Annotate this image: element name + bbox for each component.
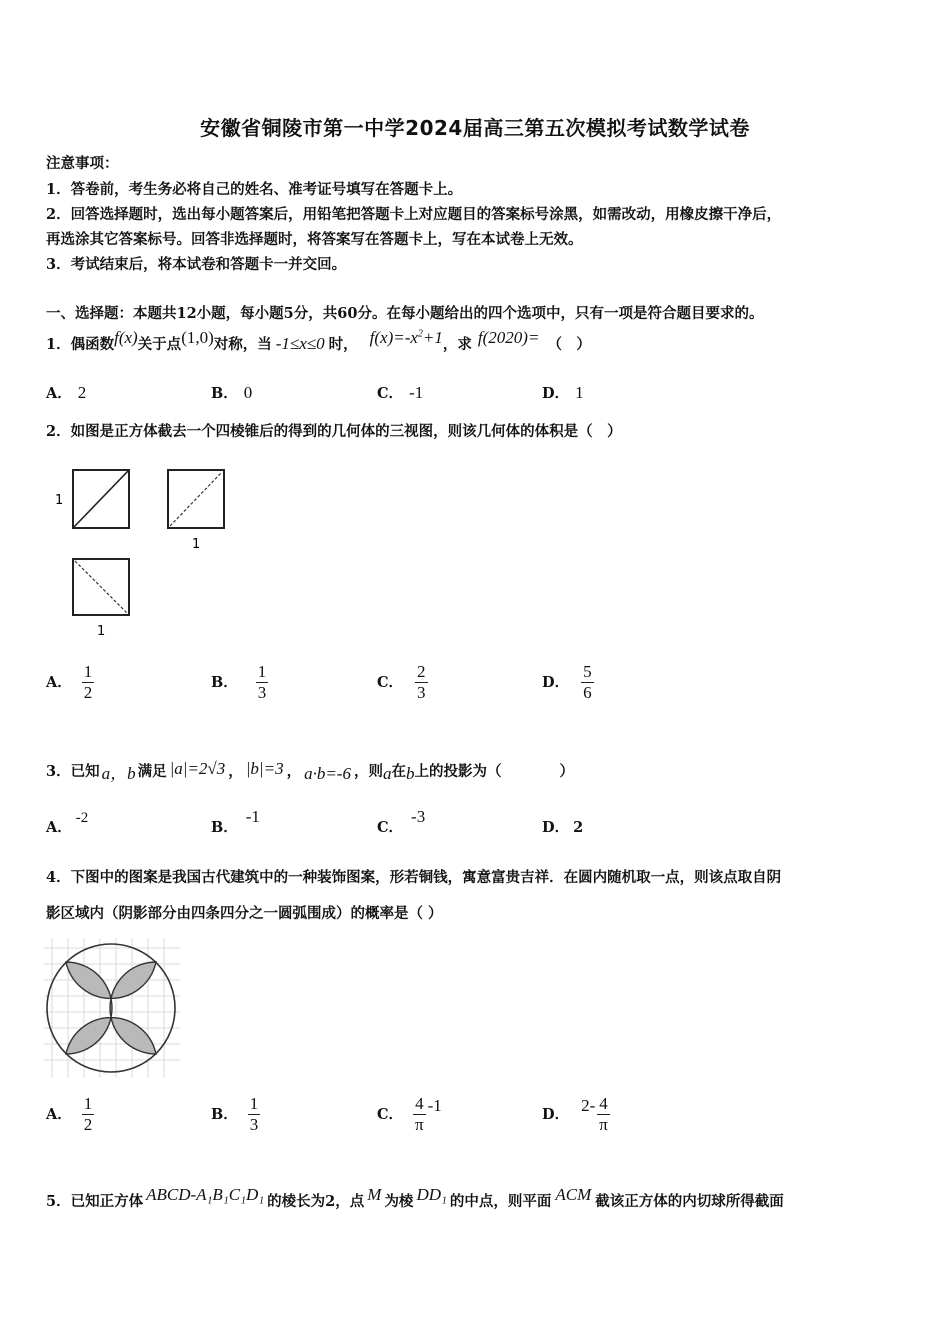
question-4-line-1: 4．下图中的图案是我国古代建筑中的一种装饰图案，形若铜钱，寓意富贵吉祥．在圆内随机取一点，则该点取自阴 [46,869,782,886]
q1-text-3: 时， [328,336,358,353]
numerator: 4 [597,1094,610,1115]
option-label: C． [377,674,404,691]
option-label: B． [211,819,238,836]
q4-option-c[interactable] [377,1094,442,1135]
note-item-2: 2．回答选择题时，选出每小题答案后，用铅笔把答题卡上对应题目的答案标号涂黑，如需改动，用橡皮擦干净后， [46,206,782,223]
q3-option-b[interactable] [211,806,260,836]
q3-norm-a: |a|=2√3 [169,759,226,778]
q3-option-a[interactable] [46,806,89,836]
option-fraction [256,662,269,703]
option-value: 2 [573,819,584,836]
q3-dot-product: a·b=-6 [304,764,351,783]
q3-vector-b: b [405,764,415,783]
q1-option-c[interactable] [377,382,423,403]
option-label: D． [542,819,570,836]
q1-text-2: 对称，当 [213,336,272,353]
q1-answer-paren: （ ） [547,336,591,353]
q3-norm-b: |b|=3 [245,759,284,778]
q5-prefix: 5．已知正方体 [46,1193,144,1210]
denominator: 2 [83,683,93,702]
q5-edge: DD₁ [416,1185,447,1204]
option-value: 1 [575,383,584,402]
option-label: A． [46,674,72,691]
note-item-1: 1．答卷前，考生务必将自己的姓名、准考证号填写在答题卡上。 [46,181,463,198]
numerator: 1 [249,1094,259,1113]
page-title: 安徽省铜陵市第一中学2024届高三第五次模拟考试数学试卷 [200,116,750,140]
section-heading: 一、选择题：本题共12小题，每小题5分，共60分。在每小题给出的四个选项中，只有一项是符合题目要求的。 [46,305,764,322]
numerator: 1 [83,662,93,681]
option-label: C． [377,819,404,836]
three-view-figure [46,462,246,647]
question-1 [46,328,591,354]
option-fraction [82,1094,95,1135]
question-2: 2．如图是正方体截去一个四棱锥后的得到的几何体的三视图，则该几何体的体积是（ ） [46,423,622,440]
option-value: 2 [77,383,87,402]
option-label: D． [542,1106,570,1123]
q1-expr-main: f(x)=-x [369,328,418,347]
q5-point: M [367,1185,382,1204]
option-fraction [413,1094,426,1135]
q2-option-a[interactable] [46,662,94,703]
q3-vectors: a，b [101,764,136,783]
option-label: B． [211,1106,238,1123]
q4-option-d[interactable] [542,1094,610,1135]
option-fraction [581,662,594,703]
notes-heading: 注意事项： [46,155,119,172]
q3-vector-a: a [382,764,392,783]
option-tail: -1 [427,1096,442,1115]
q1-prefix: 1．偶函数 [46,336,115,353]
q1-text-4: ，求 [442,336,472,353]
q5-text-1: 的棱长为2，点 [267,1193,365,1210]
q3-prefix: 3．已知 [46,763,100,780]
q3-text-3: ， [286,763,302,780]
option-fraction [82,662,95,703]
option-fraction [415,662,428,703]
option-label: D． [542,674,570,691]
q1-option-b[interactable] [211,382,252,403]
denominator: π [415,1115,424,1134]
numerator: 1 [83,1094,93,1113]
q1-expr-tail: +1 [422,328,443,347]
option-label: C． [377,1106,404,1123]
q1-ask: f(2020)= [477,328,540,347]
q3-option-d[interactable] [542,816,583,837]
q3-text-2: ， [228,763,243,780]
option-value: -1 [245,807,260,826]
q1-range: -1≤x≤0 [275,334,325,353]
option-label: C． [377,385,404,402]
option-value: -2 [75,810,89,826]
q3-text-1: 满足 [137,763,167,780]
option-label: A． [46,1106,72,1123]
denominator: 3 [257,683,267,702]
q2-option-d[interactable] [542,662,594,703]
note-item-2-cont: 再选涂其它答案标号。回答非选择题时，将答案写在答题卡上，写在本试卷上无效。 [46,231,583,248]
denominator: π [599,1115,608,1134]
q4-option-b[interactable] [211,1094,260,1135]
q1-option-d[interactable] [542,382,584,403]
option-label: A． [46,819,72,836]
option-label: B． [211,674,238,691]
option-value: -1 [409,383,424,402]
top-view-label: 1 [97,624,106,639]
note-item-3: 3．考试结束后，将本试卷和答题卡一并交回。 [46,256,347,273]
option-value: 0 [243,383,253,402]
q5-plane: ACM [555,1185,592,1204]
q4-option-a[interactable] [46,1094,94,1135]
coin-pattern-figure [44,938,180,1078]
q3-text-6: 上的投影为（ ） [414,763,574,780]
shaded-region [66,962,156,1054]
q1-point: (1,0) [181,328,214,347]
question-3 [46,756,574,781]
option-label: A． [46,385,72,402]
denominator: 3 [417,683,426,702]
question-5 [46,1185,784,1211]
question-4-line-2: 影区域内（阴影部分由四条四分之一圆弧围成）的概率是（ ） [46,905,443,922]
q5-cube: ABCD-A₁B₁C₁D₁ [146,1185,265,1204]
q2-option-b[interactable] [211,662,268,703]
q3-text-4: ，则 [353,763,383,780]
top-view [73,559,129,615]
q3-text-5: 在 [391,763,406,780]
option-label: D． [542,385,570,402]
side-view [168,470,224,528]
option-fraction [597,1094,610,1135]
q1-expr-exponent: 2 [417,328,423,340]
option-fraction [248,1094,261,1135]
numerator: 4 [413,1094,426,1115]
denominator: 2 [83,1115,93,1134]
q3-option-c[interactable] [377,806,426,836]
side-view-label: 1 [192,537,201,552]
option-label: B． [211,385,238,402]
q1-option-a[interactable] [46,382,86,403]
front-view [73,470,129,528]
q5-text-2: 为棱 [384,1193,414,1210]
option-head: 2- [581,1096,596,1115]
denominator: 3 [249,1115,259,1134]
numerator: 2 [417,662,426,681]
q1-expr [370,328,443,347]
q2-option-c[interactable] [377,662,428,703]
q5-text-3: 的中点，则平面 [449,1193,552,1210]
numerator: 1 [257,662,267,681]
numerator: 5 [583,662,592,681]
denominator: 6 [583,683,592,702]
front-view-label: 1 [55,493,64,508]
q1-text-1: 关于点 [137,336,182,353]
q5-text-4: 截该正方体的内切球所得截面 [595,1193,784,1210]
q1-fx: f(x) [114,328,138,347]
option-value: -3 [411,807,426,826]
